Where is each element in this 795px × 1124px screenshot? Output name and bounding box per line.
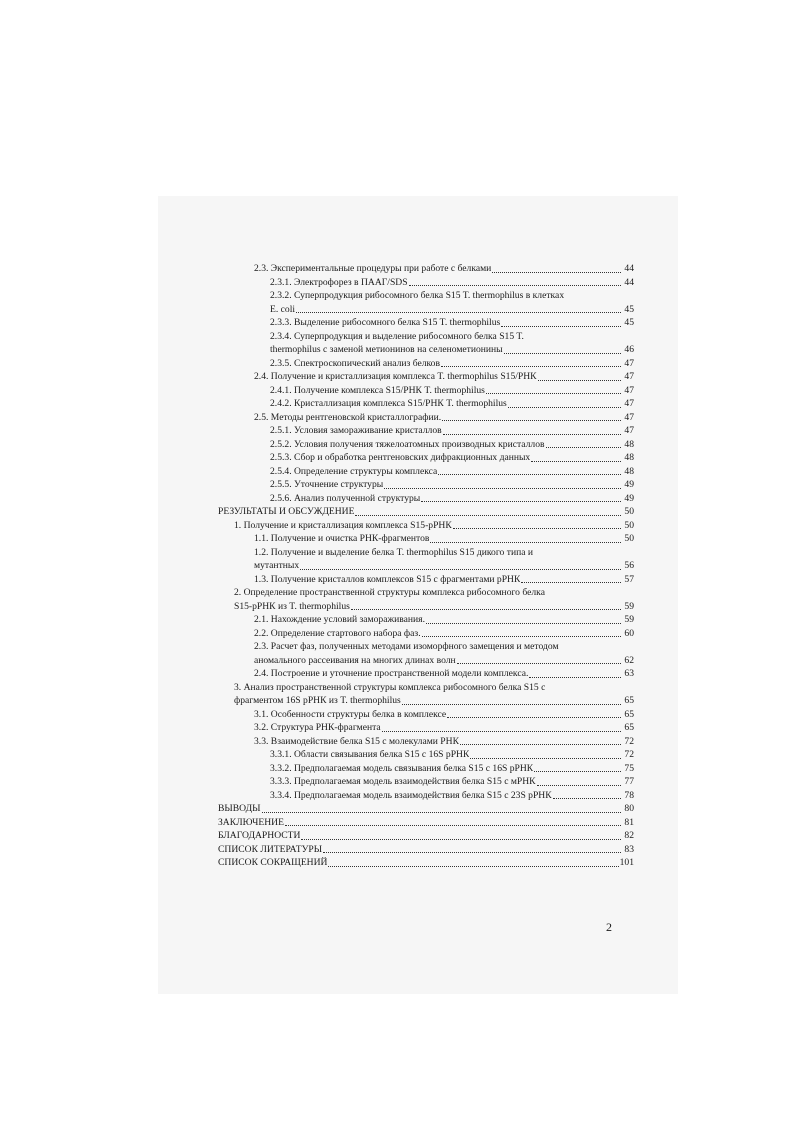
toc-entry-title: thermophilus с заменой метионинов на селенометионины xyxy=(270,344,503,355)
toc-leader-dots xyxy=(296,312,621,313)
toc-entry-title: 2.5.4. Определение структуры комплекса xyxy=(270,465,438,477)
toc-entry-page: 75 xyxy=(624,762,634,774)
toc-entry xyxy=(218,708,634,722)
toc-entry-page: 56 xyxy=(624,560,634,571)
toc-entry xyxy=(218,330,634,344)
toc-entry-page: 101 xyxy=(619,857,634,868)
toc-entry-page: 65 xyxy=(624,708,634,720)
toc-entry-page: 48 xyxy=(624,438,634,450)
toc-entry-page: 50 xyxy=(624,506,634,517)
toc-leader-dots xyxy=(430,542,621,543)
toc-entry-page: 65 xyxy=(624,695,634,706)
toc-leader-dots xyxy=(328,866,618,867)
toc-entry-page: 72 xyxy=(624,749,634,760)
toc-entry-title: 2.5. Методы рентгеновской кристаллографии. xyxy=(254,411,442,423)
toc-entry xyxy=(218,262,634,276)
toc-entry-title: 3. Анализ пространственной структуры комплекса рибосомного белка S15 с xyxy=(234,681,546,693)
toc-entry xyxy=(218,775,634,789)
toc-leader-dots xyxy=(442,420,621,421)
toc-entry xyxy=(218,829,634,843)
toc-entry-page: 47 xyxy=(624,357,634,369)
toc-entry xyxy=(218,384,634,398)
toc-entry xyxy=(218,748,634,762)
toc-leader-dots xyxy=(300,569,621,570)
toc-entry-title: РЕЗУЛЬТАТЫ И ОБСУЖДЕНИЕ xyxy=(218,506,355,517)
toc-entry-page: 44 xyxy=(624,263,634,274)
toc-entry-title: 2.4.2. Кристаллизация комплекса S15/РНК T. thermophilus xyxy=(270,398,507,409)
toc-entry-page: 50 xyxy=(624,533,634,544)
toc-leader-dots xyxy=(546,447,621,448)
toc-leader-dots xyxy=(504,353,621,354)
toc-entry-page: 50 xyxy=(624,519,634,531)
toc-entry xyxy=(218,573,634,587)
toc-leader-dots xyxy=(553,798,621,799)
toc-entry xyxy=(218,411,634,425)
toc-entry-page: 45 xyxy=(624,317,634,328)
toc-entry xyxy=(218,600,634,614)
toc-entry-title: 2.3. Экспериментальные процедуры при работе с белками xyxy=(254,263,492,274)
toc-entry xyxy=(218,397,634,411)
toc-entry-title: 2.3.2. Суперпродукция рибосомного белка S15 T. thermophilus в клетках xyxy=(270,290,565,301)
toc-leader-dots xyxy=(529,677,621,678)
toc-entry xyxy=(218,856,634,870)
toc-entry-page: 46 xyxy=(624,344,634,355)
toc-entry-title: фрагментом 16S рРНК из T. thermophilus xyxy=(234,695,401,706)
toc-entry xyxy=(218,505,634,519)
toc-entry-page: 44 xyxy=(624,276,634,288)
toc-entry-page: 48 xyxy=(624,452,634,463)
toc-leader-dots xyxy=(422,636,621,637)
toc-entry-page: 59 xyxy=(624,614,634,625)
toc-entry-page: 60 xyxy=(624,627,634,639)
toc-entry xyxy=(218,640,634,654)
toc-entry-page: 47 xyxy=(624,371,634,382)
table-of-contents xyxy=(218,262,634,870)
toc-entry-title: 2. Определение пространственной структуры комплекса рибосомного белка xyxy=(234,587,545,598)
toc-entry-page: 47 xyxy=(624,384,634,396)
toc-entry-title: мутантных xyxy=(254,560,300,571)
toc-entry xyxy=(218,559,634,573)
toc-entry-title: 2.2. Определение стартового набора фаз. xyxy=(254,627,421,639)
toc-entry-title: 2.5.2. Условия получения тяжелоатомных производных кристаллов xyxy=(270,438,545,450)
toc-entry xyxy=(218,802,634,816)
toc-entry-title: 3.3. Взаимодействие белка S15 с молекулами РНК xyxy=(254,735,459,747)
toc-entry-title: 1.1. Получение и очистка РНК-фрагментов xyxy=(254,533,430,544)
toc-entry-page: 62 xyxy=(624,654,634,666)
toc-entry xyxy=(218,532,634,546)
toc-entry-page: 63 xyxy=(624,668,634,679)
toc-leader-dots xyxy=(323,852,621,853)
toc-leader-dots xyxy=(382,731,621,732)
toc-entry-title: 2.3.3. Выделение рибосомного белка S15 T. thermophilus xyxy=(270,317,501,328)
toc-entry xyxy=(218,843,634,857)
toc-entry xyxy=(218,667,634,681)
toc-entry-title: 3.3.2. Предполагаемая модель связывания белка S15 с 16S рРНК xyxy=(270,762,534,774)
toc-entry-title: 2.3.4. Суперпродукция и выделение рибосомного белка S15 T. xyxy=(270,330,524,342)
toc-entry xyxy=(218,519,634,533)
toc-entry xyxy=(218,613,634,627)
toc-entry xyxy=(218,654,634,668)
toc-entry xyxy=(218,492,634,506)
toc-leader-dots xyxy=(508,407,621,408)
toc-entry xyxy=(218,721,634,735)
toc-entry xyxy=(218,424,634,438)
toc-entry xyxy=(218,357,634,371)
toc-entry xyxy=(218,370,634,384)
toc-leader-dots xyxy=(531,461,621,462)
toc-leader-dots xyxy=(409,285,621,286)
toc-entry-title: 1.3. Получение кристаллов комплексов S15 с фрагментами рРНК xyxy=(254,573,521,585)
toc-entry xyxy=(218,627,634,641)
toc-entry xyxy=(218,789,634,803)
toc-entry xyxy=(218,681,634,695)
toc-entry-title: 2.5.3. Сбор и обработка рентгеновских дифракционных данных xyxy=(270,452,531,463)
toc-entry-title: 3.2. Структура РНК-фрагмента xyxy=(254,722,381,733)
toc-entry-title: 2.4.1. Получение комплекса S15/РНК T. thermophilus xyxy=(270,384,485,396)
toc-entry-title: 2.5.5. Уточнение структуры xyxy=(270,479,384,490)
toc-entry-title: СПИСОК ЛИТЕРАТУРЫ xyxy=(218,843,323,855)
toc-entry xyxy=(218,438,634,452)
toc-leader-dots xyxy=(384,488,621,489)
toc-entry xyxy=(218,451,634,465)
toc-leader-dots xyxy=(538,380,621,381)
toc-entry xyxy=(218,816,634,830)
toc-entry-title: 3.3.1. Области связывания белка S15 с 16S рРНК xyxy=(270,749,470,760)
toc-entry xyxy=(218,478,634,492)
toc-leader-dots xyxy=(537,785,621,786)
toc-leader-dots xyxy=(457,663,621,664)
toc-entry-title: 1. Получение и кристаллизация комплекса S15-рРНК xyxy=(234,519,452,531)
toc-leader-dots xyxy=(285,825,621,826)
toc-entry xyxy=(218,546,634,560)
toc-entry xyxy=(218,694,634,708)
toc-leader-dots xyxy=(421,501,621,502)
toc-leader-dots xyxy=(355,515,621,516)
toc-leader-dots xyxy=(453,528,621,529)
toc-entry-title: E. coli xyxy=(270,303,296,315)
toc-leader-dots xyxy=(262,812,621,813)
toc-entry-title: 3.1. Особенности структуры белка в комплексе xyxy=(254,708,447,720)
toc-entry-page: 48 xyxy=(624,465,634,477)
toc-leader-dots xyxy=(351,609,621,610)
toc-entry-page: 83 xyxy=(624,843,634,855)
toc-leader-dots xyxy=(402,704,621,705)
toc-entry xyxy=(218,289,634,303)
toc-entry-title: СПИСОК СОКРАЩЕНИЙ xyxy=(218,857,328,868)
toc-entry-title: 1.2. Получение и выделение белка T. thermophilus S15 дикого типа и xyxy=(254,546,533,558)
toc-leader-dots xyxy=(301,839,621,840)
toc-leader-dots xyxy=(460,744,621,745)
toc-leader-dots xyxy=(501,326,621,327)
toc-entry xyxy=(218,762,634,776)
toc-entry xyxy=(218,735,634,749)
toc-entry xyxy=(218,316,634,330)
toc-entry-page: 65 xyxy=(624,722,634,733)
toc-entry-title: 2.3. Расчет фаз, полученных методами изоморфного замещения и методом xyxy=(254,641,559,652)
toc-entry-page: 47 xyxy=(624,398,634,409)
page-number: 2 xyxy=(606,920,612,934)
toc-entry-title: 3.3.4. Предполагаемая модель взаимодействия белка S15 с 23S рРНК xyxy=(270,789,552,801)
toc-entry-title: ВЫВОДЫ xyxy=(218,803,261,814)
toc-leader-dots xyxy=(486,393,621,394)
toc-entry-page: 49 xyxy=(624,492,634,504)
toc-entry-title: 2.4. Построение и уточнение пространственной модели комплекса. xyxy=(254,668,529,679)
toc-entry-page: 78 xyxy=(624,789,634,801)
toc-entry-title: БЛАГОДАРНОСТИ xyxy=(218,830,301,841)
toc-entry-title: S15-рРНК из T. thermophilus xyxy=(234,600,350,612)
toc-entry-title: аномального рассеивания на многих длинах волн xyxy=(254,654,456,666)
toc-entry-title: 2.3.5. Спектроскопический анализ белков xyxy=(270,357,441,369)
toc-entry xyxy=(218,586,634,600)
toc-entry-page: 59 xyxy=(624,600,634,612)
toc-leader-dots xyxy=(447,717,621,718)
toc-entry-page: 47 xyxy=(624,425,634,436)
toc-entry xyxy=(218,343,634,357)
toc-leader-dots xyxy=(438,474,621,475)
toc-entry-page: 45 xyxy=(624,303,634,315)
toc-entry xyxy=(218,276,634,290)
toc-entry-page: 77 xyxy=(624,776,634,787)
toc-leader-dots xyxy=(492,272,621,273)
toc-entry-title: 3.3.3. Предполагаемая модель взаимодействия белка S15 с мРНК xyxy=(270,776,536,787)
toc-entry-title: 2.5.1. Условия замораживание кристаллов xyxy=(270,425,442,436)
toc-entry-page: 57 xyxy=(624,573,634,585)
toc-entry xyxy=(218,303,634,317)
toc-entry-title: 2.3.1. Электрофорез в ПААГ/SDS xyxy=(270,276,408,288)
toc-entry-page: 49 xyxy=(624,479,634,490)
toc-entry xyxy=(218,465,634,479)
toc-entry-page: 72 xyxy=(624,735,634,747)
toc-entry-page: 47 xyxy=(624,411,634,423)
toc-entry-title: 2.5.6. Анализ полученной структуры xyxy=(270,492,421,504)
toc-leader-dots xyxy=(426,623,621,624)
toc-leader-dots xyxy=(470,758,621,759)
toc-entry-title: 2.4. Получение и кристаллизация комплекса T. thermophilus S15/РНК xyxy=(254,371,537,382)
toc-leader-dots xyxy=(443,434,621,435)
toc-entry-page: 80 xyxy=(624,803,634,814)
toc-entry-page: 81 xyxy=(624,816,634,828)
toc-leader-dots xyxy=(534,771,621,772)
toc-leader-dots xyxy=(441,366,621,367)
toc-entry-page: 82 xyxy=(624,830,634,841)
toc-leader-dots xyxy=(521,582,621,583)
toc-entry-title: ЗАКЛЮЧЕНИЕ xyxy=(218,816,284,828)
toc-entry-title: 2.1. Нахождение условий замораживания. xyxy=(254,614,425,625)
